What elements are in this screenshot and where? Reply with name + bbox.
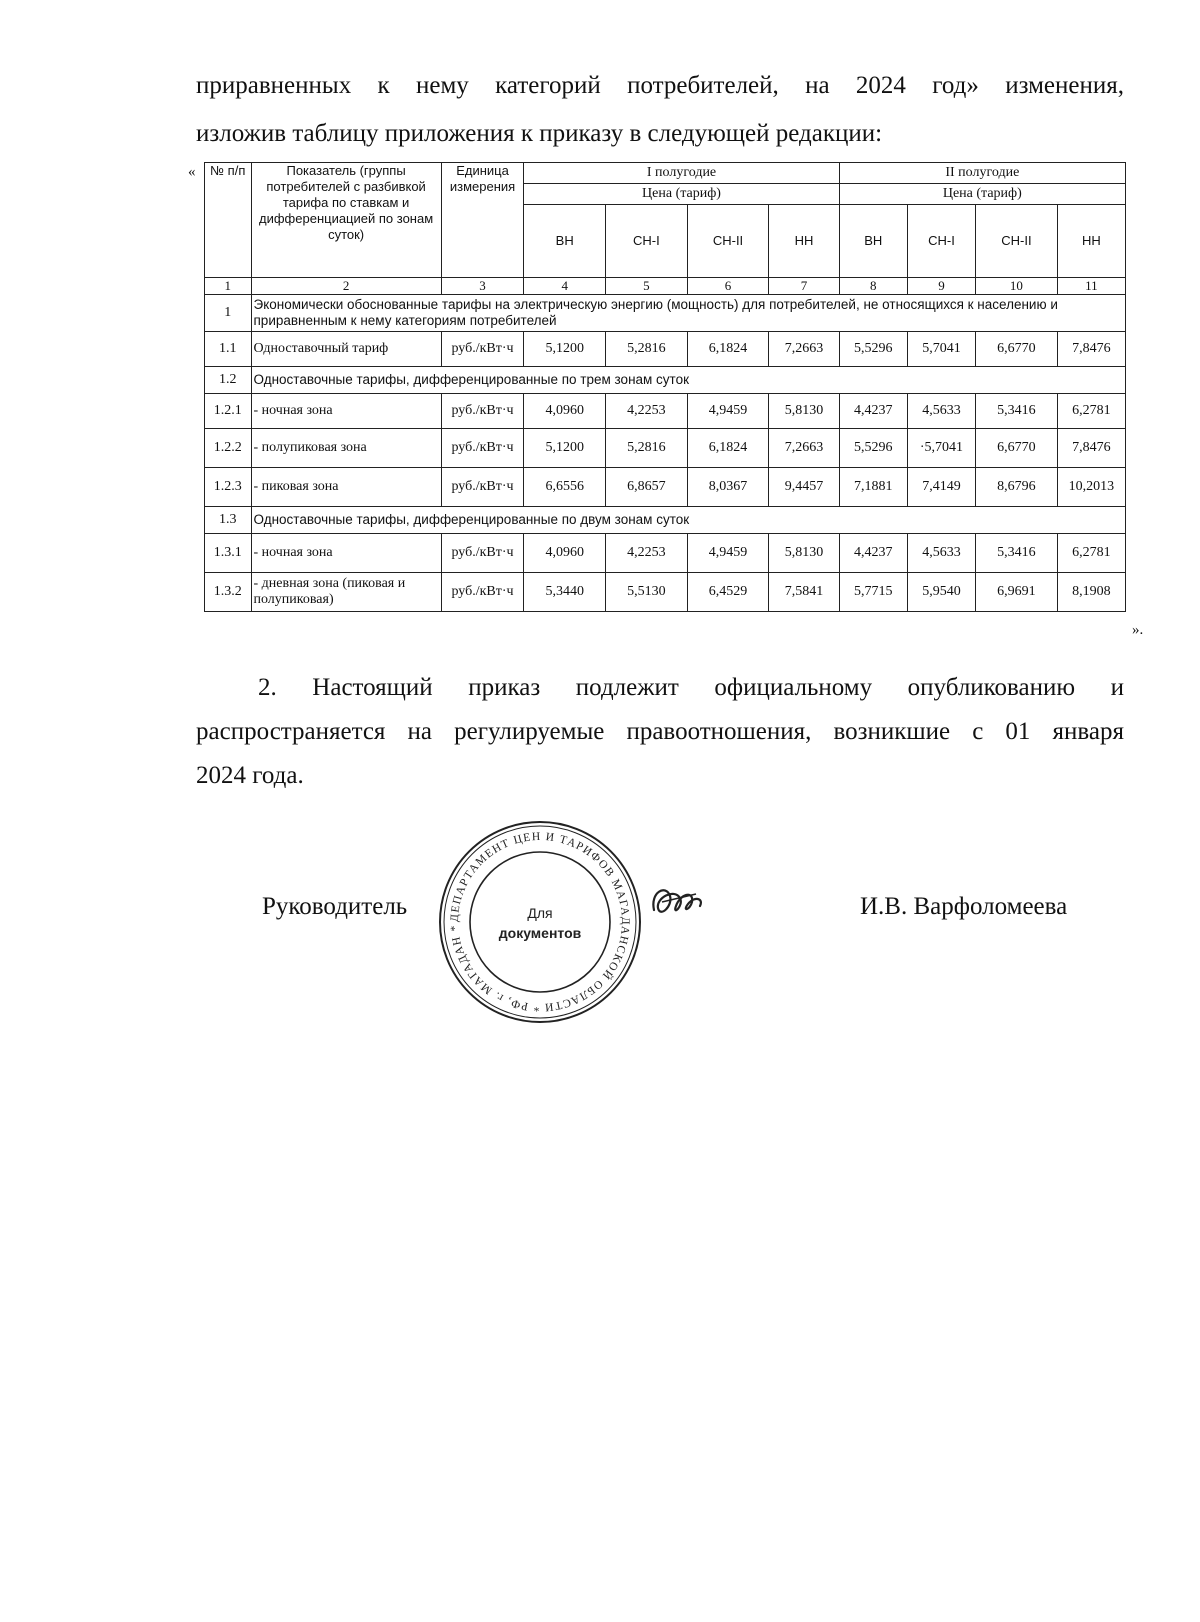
- row-value: 6,2781: [1057, 394, 1125, 429]
- row-value: 7,1881: [839, 468, 907, 507]
- row-value: 8,1908: [1057, 573, 1125, 612]
- rate-header: ВН: [839, 205, 907, 278]
- section-row-1: [205, 295, 1126, 332]
- section-row-1-3: [205, 507, 1126, 534]
- row-value: 4,2253: [606, 534, 688, 573]
- table-row: [205, 573, 1126, 612]
- seal-center-line-1: Для: [527, 905, 553, 921]
- row-value: 8,6796: [976, 468, 1058, 507]
- item-2-line-1: 2. Настоящий приказ подлежит официальному опубликованию и: [258, 674, 1124, 701]
- table-row: [205, 394, 1126, 429]
- col-header-unit: Единица измерения: [441, 163, 524, 278]
- item-2-paragraph: [196, 666, 1124, 798]
- column-number: 2: [251, 278, 441, 295]
- item-2-line-3: 2024 года.: [196, 762, 304, 789]
- column-number: 6: [687, 278, 769, 295]
- row-num: 1.2: [205, 367, 252, 394]
- row-value: 4,4237: [839, 534, 907, 573]
- row-num: 1.3: [205, 507, 252, 534]
- row-name: - ночная зона: [251, 394, 441, 429]
- row-value: 5,7715: [839, 573, 907, 612]
- row-value: 5,3440: [524, 573, 606, 612]
- column-number: 11: [1057, 278, 1125, 295]
- row-unit: руб./кВт·ч: [441, 573, 524, 612]
- col-header-num: № п/п: [205, 163, 252, 278]
- row-unit: руб./кВт·ч: [441, 394, 524, 429]
- row-value: 5,7041: [907, 332, 975, 367]
- row-value: 10,2013: [1057, 468, 1125, 507]
- row-value: 5,2816: [606, 429, 688, 468]
- col-header-indicator: Показатель (группы потребителей с разбивкой тарифа по ставкам и дифференциацией по зонам суток): [251, 163, 441, 278]
- handwritten-signature: [648, 880, 708, 926]
- row-value: 6,1824: [687, 332, 769, 367]
- column-number: 8: [839, 278, 907, 295]
- table-row: [205, 534, 1126, 573]
- column-number: 1: [205, 278, 252, 295]
- signatory-role: Руководитель: [262, 893, 408, 920]
- row-value: 7,8476: [1057, 429, 1125, 468]
- row-value: 7,2663: [769, 332, 839, 367]
- row-value: 8,0367: [687, 468, 769, 507]
- row-value: 9,4457: [769, 468, 839, 507]
- row-value: 5,3416: [976, 534, 1058, 573]
- row-value: 5,3416: [976, 394, 1058, 429]
- column-number: 5: [606, 278, 688, 295]
- svg-text:ДЕПАРТАМЕНТ ЦЕН И ТАРИФОВ МАГА: [449, 831, 631, 1013]
- column-number: 9: [907, 278, 975, 295]
- section-title: Одноставочные тарифы, дифференцированные по трем зонам суток: [251, 367, 1126, 394]
- row-num: 1.3.1: [205, 534, 252, 573]
- row-unit: руб./кВт·ч: [441, 468, 524, 507]
- rate-header: СН-I: [606, 205, 688, 278]
- rate-header: СН-II: [976, 205, 1058, 278]
- col-header-half-1: I полугодие: [524, 163, 839, 184]
- row-value: 4,5633: [907, 534, 975, 573]
- row-value: 6,4529: [687, 573, 769, 612]
- row-value: 5,2816: [606, 332, 688, 367]
- quote-open-mark: «: [188, 164, 196, 180]
- row-num: 1.2.1: [205, 394, 252, 429]
- row-value: 7,4149: [907, 468, 975, 507]
- row-value: 4,4237: [839, 394, 907, 429]
- row-value: 4,2253: [606, 394, 688, 429]
- rate-header: СН-I: [907, 205, 975, 278]
- row-unit: руб./кВт·ч: [441, 429, 524, 468]
- row-name: - пиковая зона: [251, 468, 441, 507]
- row-value: 6,2781: [1057, 534, 1125, 573]
- row-value: 5,1200: [524, 332, 606, 367]
- intro-paragraph: [196, 62, 1124, 158]
- row-unit: руб./кВт·ч: [441, 534, 524, 573]
- row-num: 1.2.3: [205, 468, 252, 507]
- row-value: ·5,7041: [907, 429, 975, 468]
- signatory-name: И.В. Варфоломеева: [860, 893, 1068, 920]
- header-row-halves: [205, 163, 1126, 184]
- item-2-line-2: распространяется на регулируемые правоотношения, возникшие с 01 января: [196, 718, 1124, 745]
- col-header-price-1: Цена (тариф): [524, 184, 839, 205]
- col-header-price-2: Цена (тариф): [839, 184, 1125, 205]
- seal-outer-text: ДЕПАРТАМЕНТ ЦЕН И ТАРИФОВ МАГАДАНСКОЙ ОБЛАСТИ * РФ, г. МАГАДАН *: [448, 830, 632, 1014]
- row-value: 6,6770: [976, 429, 1058, 468]
- row-name: - полупиковая зона: [251, 429, 441, 468]
- column-number: 7: [769, 278, 839, 295]
- official-seal: [436, 818, 644, 1026]
- intro-line-1: приравненных к нему категорий потребителей, на 2024 год» изменения,: [196, 72, 1124, 99]
- tariff-table: [204, 162, 1126, 612]
- row-value: 5,9540: [907, 573, 975, 612]
- row-value: 4,0960: [524, 394, 606, 429]
- row-value: 4,5633: [907, 394, 975, 429]
- rate-header: НН: [769, 205, 839, 278]
- row-value: 5,8130: [769, 394, 839, 429]
- column-number-row: [205, 278, 1126, 295]
- row-value: 5,1200: [524, 429, 606, 468]
- table-row: [205, 429, 1126, 468]
- table-row: [205, 332, 1126, 367]
- row-value: 5,8130: [769, 534, 839, 573]
- row-value: 4,9459: [687, 394, 769, 429]
- row-value: 6,9691: [976, 573, 1058, 612]
- row-value: 5,5296: [839, 429, 907, 468]
- row-unit: руб./кВт·ч: [441, 332, 524, 367]
- section-title: Одноставочные тарифы, дифференцированные по двум зонам суток: [251, 507, 1126, 534]
- row-value: 4,0960: [524, 534, 606, 573]
- row-value: 6,6556: [524, 468, 606, 507]
- rate-header: СН-II: [687, 205, 769, 278]
- table-row: [205, 468, 1126, 507]
- column-number: 3: [441, 278, 524, 295]
- seal-center-line-2: документов: [498, 925, 582, 941]
- row-name: Одноставочный тариф: [251, 332, 441, 367]
- row-value: 6,8657: [606, 468, 688, 507]
- row-value: 6,1824: [687, 429, 769, 468]
- row-name: - дневная зона (пиковая и полупиковая): [251, 573, 441, 612]
- row-value: 4,9459: [687, 534, 769, 573]
- row-value: 5,5130: [606, 573, 688, 612]
- section-row-1-2: [205, 367, 1126, 394]
- row-value: 6,6770: [976, 332, 1058, 367]
- row-value: 5,5296: [839, 332, 907, 367]
- row-num: 1.1: [205, 332, 252, 367]
- quote-close-mark: ».: [1132, 622, 1144, 638]
- section-title: Экономически обоснованные тарифы на электрическую энергию (мощность) для потребителей, не относящихся к населению и приравненным к нему категориям потребителей: [251, 295, 1126, 332]
- rate-header: ВН: [524, 205, 606, 278]
- intro-line-2: изложив таблицу приложения к приказу в следующей редакции:: [196, 120, 883, 147]
- row-num: 1.2.2: [205, 429, 252, 468]
- column-number: 4: [524, 278, 606, 295]
- rate-header: НН: [1057, 205, 1125, 278]
- row-num: 1: [205, 295, 252, 332]
- row-name: - ночная зона: [251, 534, 441, 573]
- row-value: 7,8476: [1057, 332, 1125, 367]
- row-value: 7,5841: [769, 573, 839, 612]
- row-num: 1.3.2: [205, 573, 252, 612]
- row-value: 7,2663: [769, 429, 839, 468]
- col-header-half-2: II полугодие: [839, 163, 1125, 184]
- column-number: 10: [976, 278, 1058, 295]
